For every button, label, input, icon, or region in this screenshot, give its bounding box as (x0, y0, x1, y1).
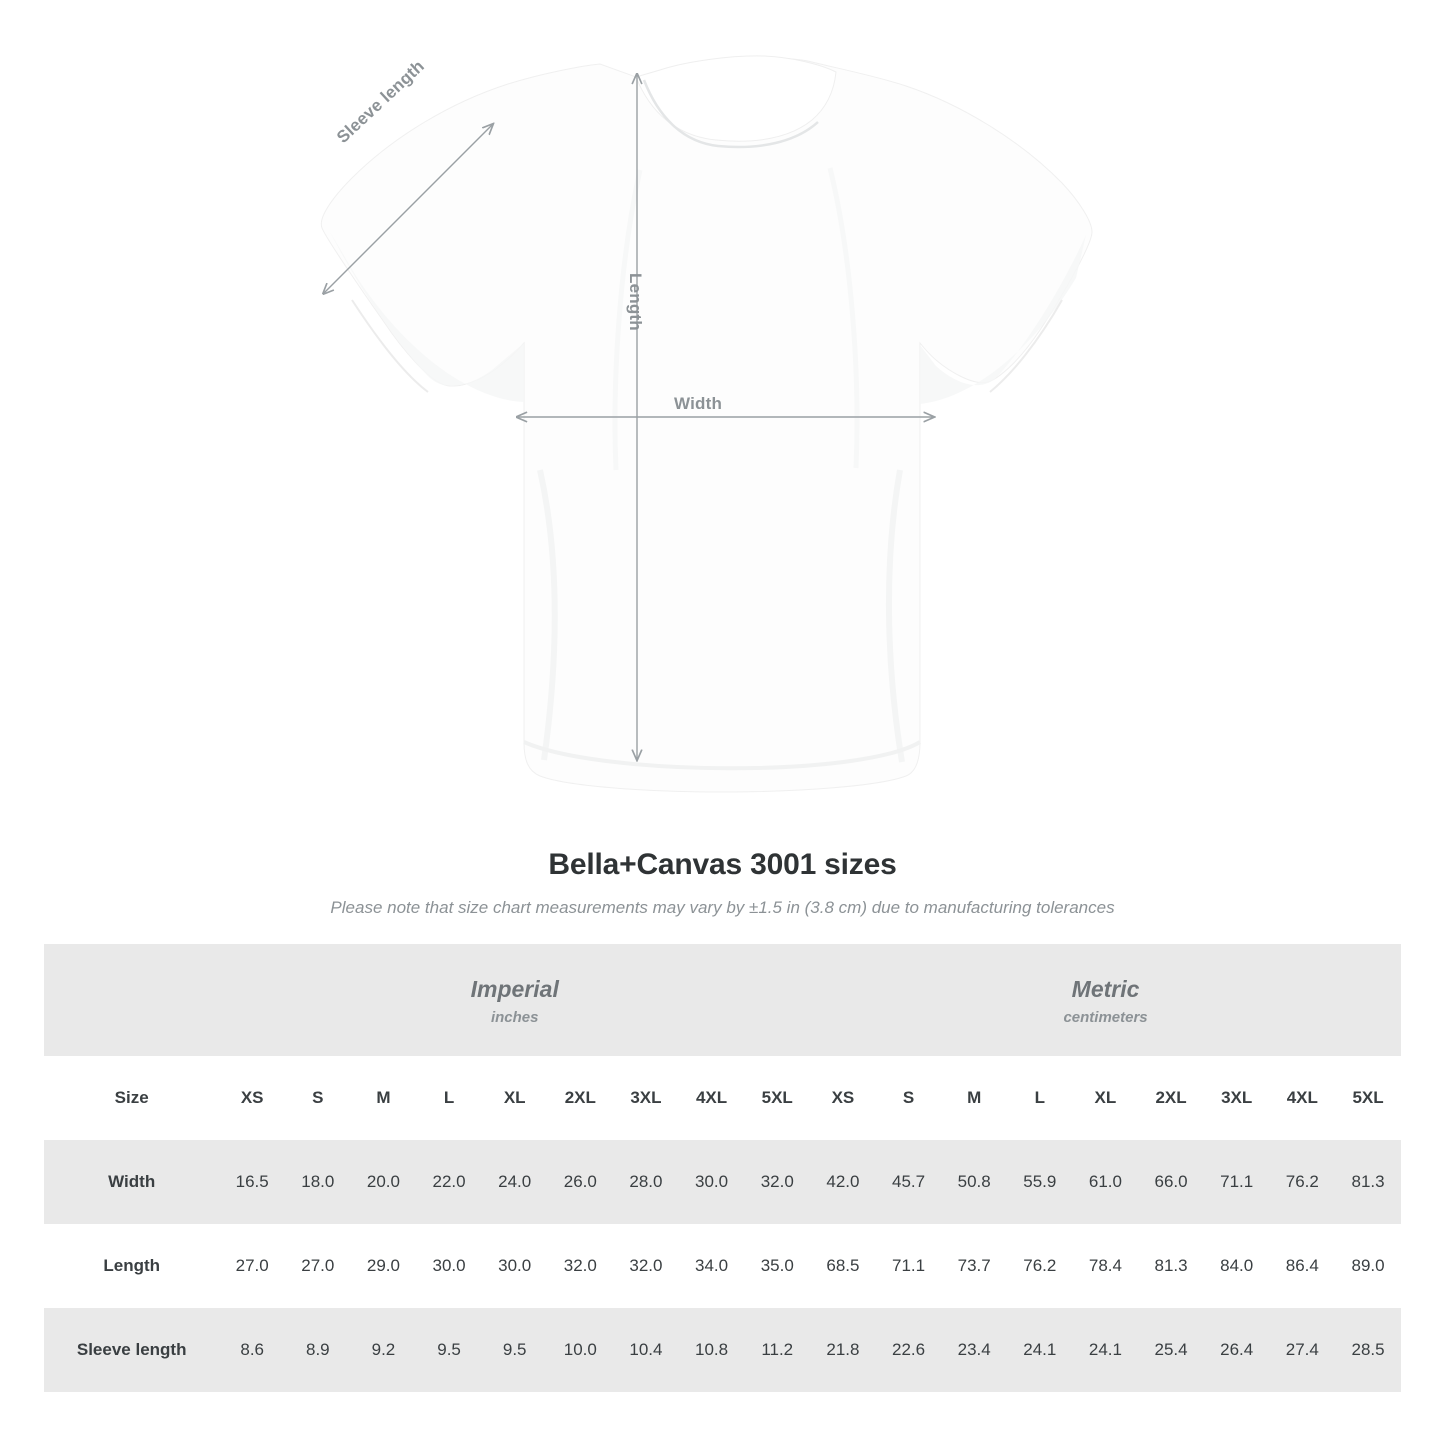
sleeve-imperial-l: 9.5 (416, 1308, 482, 1392)
title-block (0, 848, 1445, 918)
size-table-wrapper (44, 944, 1401, 1392)
width-imperial-xs: 16.5 (219, 1140, 285, 1224)
sleeve-imperial-4xl: 10.8 (679, 1308, 745, 1392)
sleeve-metric-m: 23.4 (941, 1308, 1007, 1392)
length-imperial-4xl: 34.0 (679, 1224, 745, 1308)
size-col-imperial-xs: XS (219, 1056, 285, 1140)
sleeve-imperial-3xl: 10.4 (613, 1308, 679, 1392)
row-label-width: Width (44, 1140, 219, 1224)
width-metric-xs: 42.0 (810, 1140, 876, 1224)
width-imperial-2xl: 26.0 (548, 1140, 614, 1224)
sleeve-imperial-xl: 9.5 (482, 1308, 548, 1392)
width-imperial-4xl: 30.0 (679, 1140, 745, 1224)
sleeve-metric-5xl: 28.5 (1335, 1308, 1401, 1392)
length-imperial-2xl: 32.0 (548, 1224, 614, 1308)
sleeve-metric-2xl: 25.4 (1138, 1308, 1204, 1392)
size-col-metric-3xl: 3XL (1204, 1056, 1270, 1140)
sleeve-length-label: Sleeve length (333, 56, 429, 147)
size-col-metric-m: M (941, 1056, 1007, 1140)
unit-group-metric-name: Metric (1071, 975, 1140, 1002)
sleeve-metric-3xl: 26.4 (1204, 1308, 1270, 1392)
size-col-imperial-5xl: 5XL (744, 1056, 810, 1140)
unit-group-imperial-name: Imperial (470, 975, 559, 1002)
length-imperial-5xl: 35.0 (744, 1224, 810, 1308)
width-metric-m: 50.8 (941, 1140, 1007, 1224)
size-chart-table (44, 944, 1401, 1392)
size-col-imperial-3xl: 3XL (613, 1056, 679, 1140)
size-col-metric-s: S (876, 1056, 942, 1140)
length-imperial-l: 30.0 (416, 1224, 482, 1308)
size-col-imperial-l: L (416, 1056, 482, 1140)
width-imperial-s: 18.0 (285, 1140, 351, 1224)
page-title: Bella+Canvas 3001 sizes (548, 848, 897, 881)
sleeve-imperial-s: 8.9 (285, 1308, 351, 1392)
table-row-sleeve-length (44, 1308, 1401, 1392)
length-imperial-xs: 27.0 (219, 1224, 285, 1308)
size-col-imperial-4xl: 4XL (679, 1056, 745, 1140)
length-imperial-m: 29.0 (351, 1224, 417, 1308)
sleeve-metric-xs: 21.8 (810, 1308, 876, 1392)
length-metric-l: 76.2 (1007, 1224, 1073, 1308)
width-metric-5xl: 81.3 (1335, 1140, 1401, 1224)
sleeve-imperial-2xl: 10.0 (548, 1308, 614, 1392)
sleeve-metric-l: 24.1 (1007, 1308, 1073, 1392)
length-imperial-s: 27.0 (285, 1224, 351, 1308)
length-metric-m: 73.7 (941, 1224, 1007, 1308)
unit-group-metric (810, 944, 1401, 1056)
width-metric-s: 45.7 (876, 1140, 942, 1224)
size-col-metric-xs: XS (810, 1056, 876, 1140)
length-label: Length (626, 273, 645, 331)
unit-header-spacer (44, 944, 219, 1056)
table-row-length (44, 1224, 1401, 1308)
tshirt-shape (321, 56, 1092, 792)
size-col-imperial-2xl: 2XL (548, 1056, 614, 1140)
sleeve-imperial-xs: 8.6 (219, 1308, 285, 1392)
size-col-metric-2xl: 2XL (1138, 1056, 1204, 1140)
size-col-imperial-xl: XL (482, 1056, 548, 1140)
width-metric-4xl: 76.2 (1269, 1140, 1335, 1224)
unit-group-metric-unit: centimeters (1063, 1009, 1148, 1027)
width-label: Width (674, 394, 723, 413)
length-imperial-xl: 30.0 (482, 1224, 548, 1308)
size-col-metric-4xl: 4XL (1269, 1056, 1335, 1140)
size-col-metric-xl: XL (1073, 1056, 1139, 1140)
unit-group-imperial (219, 944, 810, 1056)
width-imperial-xl: 24.0 (482, 1140, 548, 1224)
sleeve-imperial-m: 9.2 (351, 1308, 417, 1392)
width-imperial-m: 20.0 (351, 1140, 417, 1224)
row-label-length: Length (44, 1224, 219, 1308)
sleeve-imperial-5xl: 11.2 (744, 1308, 810, 1392)
unit-group-imperial-unit: inches (490, 1009, 539, 1027)
row-label-sleeve-length: Sleeve length (44, 1308, 219, 1392)
size-row-label: Size (44, 1056, 219, 1140)
table-row-sizes (44, 1056, 1401, 1140)
tolerance-note: Please note that size chart measurements may vary by ±1.5 in (3.8 cm) due to manufacturing tolerances (330, 898, 1115, 917)
length-metric-3xl: 84.0 (1204, 1224, 1270, 1308)
length-imperial-3xl: 32.0 (613, 1224, 679, 1308)
width-imperial-5xl: 32.0 (744, 1140, 810, 1224)
length-metric-4xl: 86.4 (1269, 1224, 1335, 1308)
length-metric-2xl: 81.3 (1138, 1224, 1204, 1308)
size-col-metric-5xl: 5XL (1335, 1056, 1401, 1140)
size-col-imperial-m: M (351, 1056, 417, 1140)
sleeve-metric-xl: 24.1 (1073, 1308, 1139, 1392)
length-metric-s: 71.1 (876, 1224, 942, 1308)
length-metric-xl: 78.4 (1073, 1224, 1139, 1308)
length-metric-xs: 68.5 (810, 1224, 876, 1308)
unit-header-row (44, 944, 1401, 1056)
size-col-imperial-s: S (285, 1056, 351, 1140)
sleeve-metric-s: 22.6 (876, 1308, 942, 1392)
size-table-body (44, 1056, 1401, 1392)
width-metric-3xl: 71.1 (1204, 1140, 1270, 1224)
width-imperial-l: 22.0 (416, 1140, 482, 1224)
table-row-width (44, 1140, 1401, 1224)
size-col-metric-l: L (1007, 1056, 1073, 1140)
sleeve-metric-4xl: 27.4 (1269, 1308, 1335, 1392)
width-metric-xl: 61.0 (1073, 1140, 1139, 1224)
width-imperial-3xl: 28.0 (613, 1140, 679, 1224)
length-metric-5xl: 89.0 (1335, 1224, 1401, 1308)
width-metric-l: 55.9 (1007, 1140, 1073, 1224)
width-metric-2xl: 66.0 (1138, 1140, 1204, 1224)
